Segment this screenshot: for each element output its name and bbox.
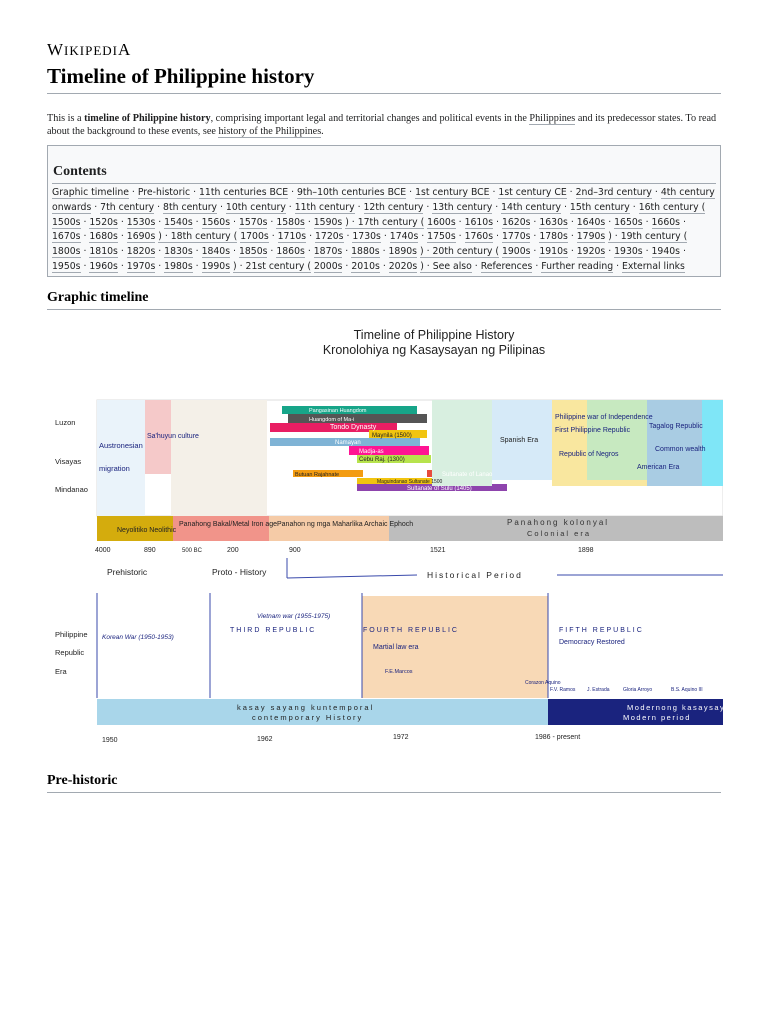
toc-separator: · — [567, 216, 577, 228]
year-label: 500 BC — [182, 548, 203, 554]
timeline-label: Tagalog Republic — [649, 423, 703, 430]
toc-link[interactable]: 1960s — [89, 260, 118, 272]
toc-separator: · — [267, 246, 277, 258]
title-divider — [47, 93, 721, 94]
toc-separator: · — [566, 187, 576, 198]
timeline-label: First Philippine Republic — [555, 427, 631, 434]
toc-link[interactable]: ) · 19th century ( — [608, 231, 688, 243]
toc-link[interactable]: 1530s — [126, 216, 156, 228]
page-title: Timeline of Philippine history — [47, 64, 315, 88]
year-label: 1972 — [393, 734, 409, 741]
timeline-label: Madja-as — [359, 449, 384, 455]
timeline-label: Tondo Dynasty — [330, 424, 377, 431]
toc-separator: · — [91, 201, 101, 213]
toc-link[interactable]: 1900s — [501, 246, 531, 258]
wikipedia-logo[interactable]: WIKIPEDIA — [47, 40, 132, 59]
philippines-link[interactable]: Philippines — [529, 113, 576, 124]
event-label: Gloria Arroyo — [623, 687, 653, 693]
toc-link[interactable]: 1820s — [126, 246, 156, 258]
period-label: Prehistoric — [107, 567, 148, 577]
toc-separator: · — [190, 187, 200, 198]
toc-link[interactable]: 1880s — [351, 246, 380, 258]
year-label: 900 — [289, 547, 301, 554]
event-label: Corazon Aquino — [525, 680, 561, 686]
figure-subtitle: Kronolohiya ng Kasaysayan ng Pilipinas — [322, 343, 546, 357]
era-label: Modernong kasaysay — [627, 703, 723, 712]
toc-link[interactable]: 1560s — [201, 216, 231, 228]
toc-link[interactable]: 1500s — [52, 216, 81, 228]
toc-link[interactable]: 1730s — [352, 231, 381, 243]
toc-separator: · — [155, 260, 165, 272]
republic-name: FIFTH REPUBLIC — [559, 627, 644, 634]
timeline-label: Sa'huyun culture — [147, 433, 199, 440]
toc-link[interactable]: 1670s — [52, 231, 81, 243]
toc-link[interactable]: ) · 18th century ( — [158, 231, 238, 243]
toc-link[interactable]: 7th century — [100, 201, 155, 213]
toc-link[interactable]: 1540s — [164, 216, 193, 228]
toc-separator: · — [230, 246, 239, 258]
event-label: F.V. Ramos — [550, 687, 576, 693]
table-of-contents — [47, 145, 721, 277]
toc-link[interactable]: 1930s — [614, 246, 643, 258]
toc-separator: · — [642, 246, 652, 258]
era-label: Neyolitiko Neolithic — [117, 527, 177, 534]
toc-link[interactable]: 1710s — [277, 231, 307, 243]
region-label: Luzon — [55, 418, 76, 427]
section-heading-graphic-timeline: Graphic timeline — [47, 290, 149, 305]
era-iron-age — [173, 516, 269, 541]
toc-separator: · — [493, 231, 502, 243]
toc-link[interactable]: 1790s — [576, 231, 606, 243]
toc-separator: · — [192, 216, 202, 228]
toc-separator: · — [455, 216, 465, 228]
toc-link[interactable]: 1680s — [89, 231, 118, 243]
toc-link[interactable]: 11th century — [294, 201, 355, 213]
era-label: Panahong kolonyal — [507, 518, 610, 527]
toc-link[interactable]: 1570s — [238, 216, 268, 228]
toc-separator: · — [471, 260, 481, 272]
toc-separator: · — [304, 246, 314, 258]
toc-link[interactable]: 1740s — [389, 231, 419, 243]
toc-link[interactable]: 2020s — [388, 260, 418, 272]
toc-separator: · — [455, 231, 465, 243]
toc-separator: · — [567, 246, 577, 258]
toc-link[interactable]: 1940s — [651, 246, 681, 258]
era-label: Panahon ng mga Maharlika Archaic Ephoch — [277, 521, 414, 528]
intro-paragraph: This is a timeline of Philippine history, comprising important legal and territorial changes and political events in the Philippines and its predecessor states. To read about the background to these events, see history of the Philippines. — [47, 113, 717, 137]
toc-link[interactable]: 1870s — [313, 246, 343, 258]
year-label: 4000 — [95, 547, 111, 554]
region-label: Mindanao — [55, 485, 88, 494]
toc-link[interactable]: 15th century — [569, 201, 630, 213]
toc-link[interactable]: 1800s — [52, 246, 81, 258]
toc-separator: · — [530, 216, 540, 228]
toc-link[interactable]: 1760s — [464, 231, 494, 243]
toc-separator: · — [489, 187, 499, 198]
toc-separator: · — [567, 231, 577, 243]
toc-separator: · — [492, 201, 502, 213]
toc-separator: · — [493, 216, 502, 228]
republic-name: THIRD REPUBLIC — [230, 627, 317, 634]
toc-separator: · — [642, 216, 652, 228]
toc-link[interactable]: 14th century — [501, 201, 562, 213]
toc-link[interactable]: 1st century BCE — [415, 187, 490, 198]
republic-label: Philippine — [55, 630, 88, 639]
republic-label: Era — [55, 667, 67, 676]
timeline-label: Sultanate of Sulu (1405) — [407, 486, 472, 492]
toc-separator: · — [680, 216, 686, 228]
toc-separator: · — [680, 246, 686, 258]
event-label: B.S. Aquino III — [671, 687, 703, 693]
toc-link[interactable]: ) · 20th century ( — [420, 246, 499, 258]
toc-separator: · — [117, 216, 127, 228]
period-divider — [287, 575, 417, 578]
event-label: Martial law era — [373, 644, 419, 651]
toc-separator: · — [154, 201, 164, 213]
toc-separator: · — [406, 187, 416, 198]
event-label: J. Estrada — [587, 687, 610, 693]
toc-separator: · — [605, 246, 615, 258]
toc-link[interactable]: ) · See also — [420, 260, 472, 272]
toc-separator: · — [128, 187, 138, 198]
toc-link[interactable]: 1840s — [201, 246, 231, 258]
toc-divider — [52, 183, 716, 184]
toc-link[interactable]: 1700s — [240, 231, 269, 243]
timeline-label: Butuan Rajahnate — [295, 472, 340, 478]
toc-separator: · — [117, 231, 127, 243]
toc-link[interactable]: 1640s — [576, 216, 606, 228]
toc-link[interactable]: 4th century onwards — [52, 187, 715, 213]
toc-separator: · — [192, 246, 202, 258]
toc-link[interactable]: 8th century — [163, 201, 218, 213]
toc-link[interactable]: 1690s — [126, 231, 156, 243]
toc-separator: · — [306, 231, 315, 243]
toc-separator: · — [117, 260, 127, 272]
timeline-label: Austronesian — [99, 441, 143, 450]
toc-link[interactable]: 1650s — [614, 216, 643, 228]
section-heading-prehistoric: Pre-historic — [47, 773, 118, 788]
era-archaic — [269, 516, 389, 541]
timeline-figure[interactable] — [47, 318, 723, 758]
toc-link[interactable]: 1600s — [427, 216, 456, 228]
toc-separator: · — [80, 260, 90, 272]
event-label: Korean War (1950-1953) — [102, 634, 174, 641]
toc-list — [52, 186, 716, 275]
year-label: 890 — [144, 547, 156, 554]
toc-link[interactable]: 1590s — [313, 216, 343, 228]
year-label: 200 — [227, 547, 239, 554]
toc-link[interactable]: 1920s — [576, 246, 606, 258]
toc-separator: · — [605, 216, 615, 228]
toc-link[interactable]: 1810s — [89, 246, 118, 258]
history-link[interactable]: history of the Philippines — [218, 126, 322, 137]
toc-separator: · — [379, 260, 389, 272]
year-label: 1962 — [257, 736, 273, 743]
era-label: Panahong Bakal/Metal Iron age — [179, 521, 278, 528]
timeline-label: Sultanate of Lanao — [442, 472, 493, 478]
toc-link[interactable]: 10th century — [225, 201, 286, 213]
event-label: Vietnam war (1955-1975) — [257, 613, 331, 620]
toc-separator: · — [530, 246, 540, 258]
toc-separator: · — [304, 216, 314, 228]
timeline-label: Pangasinan Huangdom — [309, 408, 367, 414]
toc-link[interactable]: 1720s — [315, 231, 344, 243]
toc-separator: · — [217, 201, 226, 213]
toc-link[interactable]: 1890s — [388, 246, 418, 258]
event-label: Democracy Restored — [559, 639, 625, 646]
toc-link[interactable]: 1630s — [539, 216, 568, 228]
toc-separator: · — [230, 216, 239, 228]
toc-link[interactable]: 1660s — [651, 216, 681, 228]
era-label: Colonial era — [527, 529, 592, 538]
toc-link[interactable]: 1610s — [464, 216, 494, 228]
toc-title: Contents — [53, 164, 107, 179]
toc-link[interactable]: 1580s — [276, 216, 305, 228]
timeline-label: Namayan — [335, 440, 361, 446]
japanese-band — [702, 400, 723, 486]
toc-link[interactable]: 11th centuries BCE — [199, 187, 289, 198]
timeline-label: American Era — [637, 464, 680, 471]
toc-link[interactable]: 1990s — [201, 260, 231, 272]
toc-separator: · — [651, 187, 661, 198]
timeline-label: Maguindanao Sultanate 1500 — [377, 479, 443, 485]
toc-separator: · — [267, 216, 277, 228]
period-label: Historical Period — [427, 570, 523, 580]
section-divider — [47, 309, 721, 310]
toc-separator: · — [117, 246, 127, 258]
toc-link[interactable]: 13th century — [432, 201, 493, 213]
toc-link[interactable]: Further reading — [541, 260, 614, 272]
republic-name: FOURTH REPUBLIC — [363, 627, 459, 634]
toc-separator: · — [561, 201, 570, 213]
toc-link[interactable]: 1910s — [539, 246, 568, 258]
year-label: 1521 — [430, 547, 446, 554]
toc-link[interactable]: References — [480, 260, 533, 272]
toc-link[interactable]: External links — [622, 260, 685, 272]
toc-separator: · — [268, 231, 278, 243]
iron-age-band — [171, 400, 267, 516]
timeline-label: Spanish Era — [500, 437, 539, 444]
toc-separator: · — [342, 260, 352, 272]
toc-link[interactable]: 1750s — [427, 231, 456, 243]
toc-link[interactable]: 16th century ( — [638, 201, 706, 213]
toc-link[interactable]: Pre-historic — [137, 187, 191, 198]
toc-separator: · — [423, 201, 433, 213]
year-label: 1986 - present — [535, 734, 581, 741]
section-divider — [47, 792, 721, 793]
toc-separator: · — [192, 260, 202, 272]
timeline-label: Philippine war of Independence — [555, 414, 653, 421]
toc-link[interactable]: 1970s — [126, 260, 156, 272]
toc-link[interactable]: 1st century CE — [498, 187, 567, 198]
era-label: Modern period — [623, 713, 691, 722]
toc-link[interactable]: ) · 17th century ( — [345, 216, 425, 228]
toc-link[interactable]: 1980s — [164, 260, 193, 272]
toc-link[interactable]: 1830s — [164, 246, 193, 258]
event-label: F.E.Marcos — [385, 669, 413, 675]
era-label: kasay sayang kuntemporal — [237, 703, 375, 712]
toc-link[interactable]: 2000s — [313, 260, 343, 272]
timeline-label: Republic of Negros — [559, 451, 619, 458]
toc-separator: · — [379, 246, 389, 258]
figure-title: Timeline of Philippine History — [353, 328, 515, 342]
toc-link[interactable]: 1860s — [276, 246, 305, 258]
timeline-label: Cebu Raj. (1300) — [359, 457, 405, 463]
timeline-label: Huangdom of Ma-i — [309, 417, 355, 423]
toc-link[interactable]: 1770s — [501, 231, 531, 243]
toc-link[interactable]: Graphic timeline — [52, 187, 129, 198]
toc-link[interactable]: 2nd–3rd century — [575, 187, 652, 198]
toc-separator: · — [380, 231, 390, 243]
period-label: Proto - History — [212, 567, 267, 577]
timeline-label: Maynila (1500) — [372, 433, 412, 439]
year-label: 1898 — [578, 547, 594, 554]
prehistory-band — [97, 400, 145, 516]
toc-link[interactable]: 1620s — [501, 216, 531, 228]
toc-separator: · — [354, 201, 364, 213]
toc-separator: · — [285, 201, 295, 213]
toc-separator: · — [80, 216, 90, 228]
toc-separator: · — [418, 231, 428, 243]
toc-link[interactable]: 2010s — [351, 260, 380, 272]
toc-separator: · — [530, 231, 540, 243]
toc-link[interactable]: 12th century — [363, 201, 424, 213]
toc-separator: · — [155, 246, 165, 258]
year-label: 1950 — [102, 737, 118, 744]
toc-separator: · — [80, 246, 90, 258]
toc-separator: · — [342, 246, 352, 258]
toc-separator: · — [629, 201, 639, 213]
toc-separator: · — [532, 260, 542, 272]
toc-link[interactable]: 1950s — [52, 260, 81, 272]
timeline-label: migration — [99, 464, 130, 473]
toc-link[interactable]: 1780s — [539, 231, 568, 243]
era-label: contemporary History — [252, 713, 364, 722]
toc-link[interactable]: 9th–10th centuries BCE — [296, 187, 407, 198]
region-label: Visayas — [55, 457, 82, 466]
toc-link[interactable]: 1850s — [238, 246, 268, 258]
toc-separator: · — [155, 216, 165, 228]
timeline-label: Common wealth — [655, 446, 706, 453]
toc-link[interactable]: 1520s — [89, 216, 118, 228]
toc-separator: · — [288, 187, 297, 198]
republic-label: Republic — [55, 648, 85, 657]
toc-separator: · — [613, 260, 623, 272]
toc-separator: · — [80, 231, 90, 243]
toc-link[interactable]: ) · 21st century ( — [233, 260, 311, 272]
toc-separator: · — [343, 231, 353, 243]
